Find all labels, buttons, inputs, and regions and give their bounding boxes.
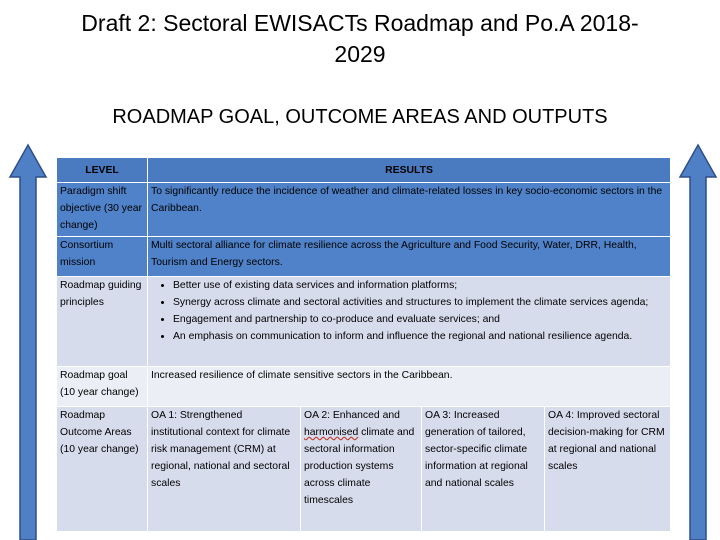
- up-arrow-left-icon: [8, 143, 48, 540]
- up-arrow-right-icon: [678, 143, 718, 540]
- result-mission: Multi sectoral alliance for climate resilience across the Agriculture and Food Security, Water, DRR, Health, Tourism and Energy sectors.: [148, 237, 671, 277]
- outcome-area-2: [301, 407, 422, 532]
- roadmap-table: [56, 157, 671, 532]
- oa2-text-end: climate and sectoral information production systems across climate timescales: [304, 427, 415, 506]
- result-principles: [148, 277, 671, 367]
- table-row-outcomes: [57, 407, 671, 532]
- level-mission: Consortium mission: [57, 237, 148, 277]
- principle-item: • Engagement and partnership to co-produce and evaluate services; and: [173, 311, 667, 328]
- page-title-line-2: 2029: [334, 41, 386, 67]
- table-row-principles: [57, 277, 671, 367]
- page-title-line-1: Draft 2: Sectoral EWISACTs Roadmap and Po.A 2018-: [81, 10, 639, 36]
- level-paradigm: Paradigm shift objective (30 year change): [57, 183, 148, 237]
- table-row-paradigm: [57, 183, 671, 237]
- level-goal: Roadmap goal (10 year change): [57, 367, 148, 407]
- principles-list: [151, 277, 667, 345]
- table-header-row: [57, 158, 671, 183]
- header-level: LEVEL: [57, 158, 148, 183]
- outcome-area-4: OA 4: Improved sectoral decision-making for CRM at regional and national scales: [545, 407, 671, 532]
- table-row-goal: [57, 367, 671, 407]
- section-subtitle: ROADMAP GOAL, OUTCOME AREAS AND OUTPUTS: [112, 106, 608, 128]
- header-results: RESULTS: [148, 158, 671, 183]
- principle-item: • An emphasis on communication to inform and influence the regional and national resilience agenda.: [173, 328, 667, 345]
- oa2-spellcheck-word: harmonised: [304, 427, 359, 438]
- page-title: [20, 8, 700, 70]
- table-row-mission: [57, 237, 671, 277]
- outcome-area-1: OA 1: Strengthened institutional context for climate risk management (CRM) at regional, national and sectoral scales: [148, 407, 301, 532]
- level-principles: Roadmap guiding principles: [57, 277, 148, 367]
- level-outcomes: Roadmap Outcome Areas (10 year change): [57, 407, 148, 532]
- oa2-text-start: OA 2: Enhanced and: [304, 410, 400, 421]
- principle-item: • Synergy across climate and sectoral activities and structures to implement the climate services agenda;: [173, 294, 667, 311]
- result-paradigm: To significantly reduce the incidence of weather and climate-related losses in key socio-economic sectors in the Caribbean.: [148, 183, 671, 237]
- principle-item: • Better use of existing data services and information platforms;: [173, 277, 667, 294]
- result-goal: Increased resilience of climate sensitive sectors in the Caribbean.: [148, 367, 671, 407]
- outcome-area-3: OA 3: Increased generation of tailored, sector-specific climate information at regional and national scales: [422, 407, 545, 532]
